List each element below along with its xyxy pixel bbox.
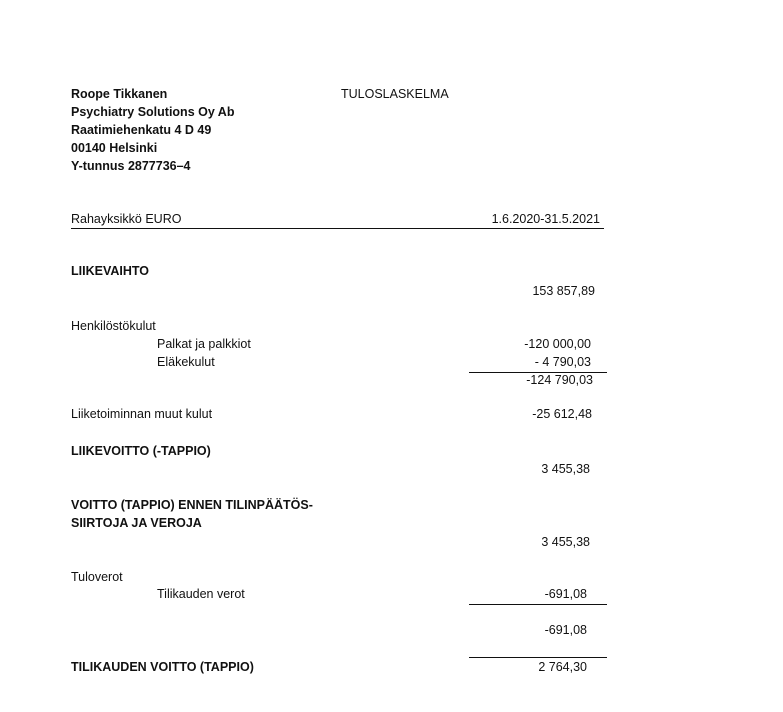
muut-kulut-value: -25 612,48 <box>532 407 592 421</box>
result-rule <box>469 657 607 658</box>
liikevaihto-label: LIIKEVAIHTO <box>71 264 150 278</box>
tuloverot-label: Tuloverot <box>71 570 123 584</box>
currency-label: Rahayksikkö EURO <box>71 212 182 226</box>
palkat-value: -120 000,00 <box>524 337 591 351</box>
header-rule <box>71 228 604 229</box>
business-id: Y-tunnus 2877736–4 <box>71 159 191 173</box>
muut-kulut-label: Liiketoiminnan muut kulut <box>71 407 213 421</box>
henkilostokulut-label: Henkilöstökulut <box>71 319 156 333</box>
period-label: 1.6.2020-31.5.2021 <box>491 212 600 226</box>
ennen-siirtoja-label-2: SIIRTOJA JA VEROJA <box>71 516 202 530</box>
document-title: TULOSLASKELMA <box>341 87 449 101</box>
elakekulut-value: - 4 790,03 <box>534 355 591 369</box>
company-name: Psychiatry Solutions Oy Ab <box>71 105 235 119</box>
henkilostokulut-total: -124 790,03 <box>526 373 593 387</box>
palkat-label: Palkat ja palkkiot <box>157 337 251 351</box>
tilikauden-voitto-value: 2 764,30 <box>538 660 587 674</box>
liikevoitto-value: 3 455,38 <box>541 462 590 476</box>
tilikauden-verot-value: -691,08 <box>544 587 587 601</box>
tuloverot-total: -691,08 <box>544 623 587 637</box>
elakekulut-label: Eläkekulut <box>157 355 215 369</box>
owner-name: Roope Tikkanen <box>71 87 168 101</box>
ennen-siirtoja-label-1: VOITTO (TAPPIO) ENNEN TILINPÄÄTÖS- <box>71 498 313 512</box>
company-street: Raatimiehenkatu 4 D 49 <box>71 123 212 137</box>
ennen-siirtoja-value: 3 455,38 <box>541 535 590 549</box>
company-city: 00140 Helsinki <box>71 141 158 155</box>
liikevaihto-value: 153 857,89 <box>532 284 595 298</box>
liikevoitto-label: LIIKEVOITTO (-TAPPIO) <box>71 444 211 458</box>
tilikauden-verot-label: Tilikauden verot <box>157 587 245 601</box>
tuloverot-rule <box>469 604 607 605</box>
tilikauden-voitto-label: TILIKAUDEN VOITTO (TAPPIO) <box>71 660 254 674</box>
